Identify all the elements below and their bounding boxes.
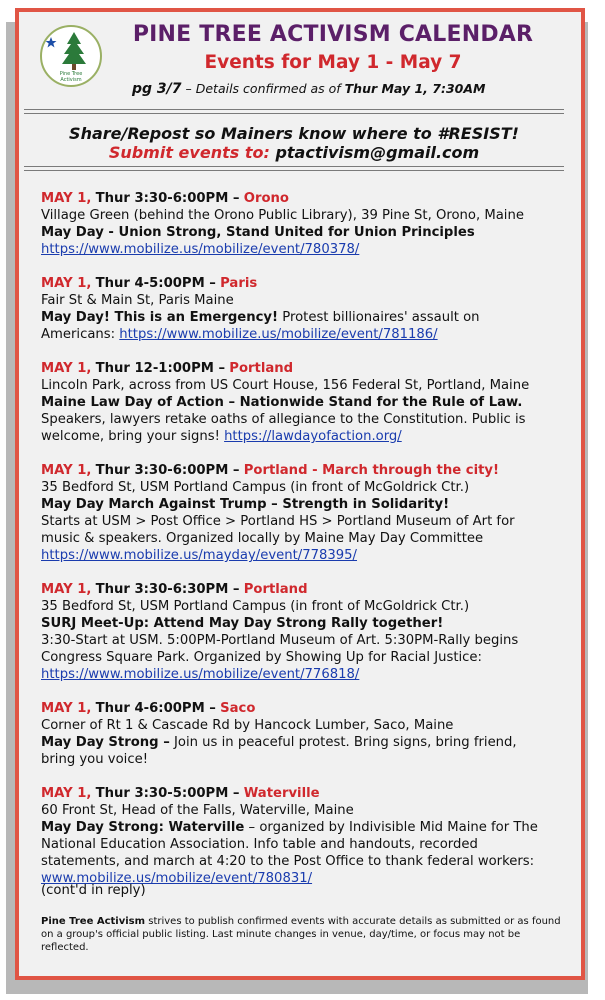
event-date: MAY 1, xyxy=(41,786,92,801)
page-title: PINE TREE ACTIVISM CALENDAR xyxy=(132,22,534,47)
event-date: MAY 1, xyxy=(41,582,92,597)
event-header xyxy=(41,360,581,377)
event-city: Waterville xyxy=(243,786,320,801)
event-time: Thur 3:30-6:00PM – xyxy=(95,191,240,206)
event-title: SURJ Meet-Up: Attend May Day Strong Rally together! xyxy=(41,616,444,631)
event-date: MAY 1, xyxy=(41,463,92,478)
event-description: Join us in peaceful protest. Bring signs, bring friend, xyxy=(174,735,517,750)
event-time: Thur 4-5:00PM – xyxy=(95,276,216,291)
event-location: Village Green (behind the Orono Public Library), 39 Pine St, Orono, Maine xyxy=(41,208,524,223)
svg-text:Activism: Activism xyxy=(60,77,82,83)
event-header xyxy=(41,462,581,479)
event-item xyxy=(41,275,581,343)
confirmed-label: Details confirmed as of xyxy=(195,81,341,96)
divider-bottom xyxy=(24,166,564,171)
event-location: 35 Bedford St, USM Portland Campus (in front of McGoldrick Ctr.) xyxy=(41,480,470,495)
event-location: 35 Bedford St, USM Portland Campus (in front of McGoldrick Ctr.) xyxy=(41,599,470,614)
event-link[interactable]: https://www.mobilize.us/mobilize/event/780378/ xyxy=(41,242,360,257)
footer-text: strives to publish confirmed events with accurate details as submitted or as found on a group's official public listing. Last minute changes in venue, day/time, or focus may not be reflected. xyxy=(41,916,561,953)
event-time: Thur 3:30-6:00PM – xyxy=(95,463,240,478)
event-location: Lincoln Park, across from US Court House, 156 Federal St, Portland, Maine xyxy=(41,378,530,393)
event-description: – organized by Indivisible Mid Maine for The xyxy=(248,820,538,835)
event-link[interactable]: https://www.mobilize.us/mobilize/event/781186/ xyxy=(119,327,438,342)
submit-line xyxy=(24,143,564,162)
event-header xyxy=(41,581,581,598)
footer-disclaimer xyxy=(41,915,571,954)
event-date: MAY 1, xyxy=(41,191,92,206)
event-header xyxy=(41,275,581,292)
event-item xyxy=(41,190,581,258)
event-date: MAY 1, xyxy=(41,276,92,291)
event-time: Thur 3:30-5:00PM – xyxy=(95,786,240,801)
event-list xyxy=(41,190,581,904)
event-time: Thur 4-6:00PM – xyxy=(95,701,216,716)
event-description: National Education Association. Info table and handouts, recorded xyxy=(41,837,478,852)
divider-top xyxy=(24,109,564,114)
event-header xyxy=(41,785,581,802)
event-title: Maine Law Day of Action – Nationwide Stand for the Rule of Law. xyxy=(41,395,523,410)
event-link[interactable]: www.mobilize.us/mobilize/event/780831/ xyxy=(41,871,313,886)
event-link[interactable]: https://www.mobilize.us/mayday/event/778395/ xyxy=(41,548,358,563)
event-header xyxy=(41,190,581,207)
event-description: Americans: xyxy=(41,327,116,342)
event-title: May Day Strong – xyxy=(41,735,170,750)
event-title: May Day! This is an Emergency! xyxy=(41,310,279,325)
event-title: May Day Strong: Waterville xyxy=(41,820,245,835)
event-description: Speakers, lawyers retake oaths of allegiance to the Constitution. Public is xyxy=(41,412,526,427)
event-date: MAY 1, xyxy=(41,361,92,376)
event-description: welcome, bring your signs! xyxy=(41,429,220,444)
event-city: Orono xyxy=(243,191,289,206)
event-city: Portland xyxy=(243,582,308,597)
event-item xyxy=(41,700,581,768)
svg-text:Pine Tree: Pine Tree xyxy=(59,71,83,77)
event-item xyxy=(41,360,581,445)
submit-label: Submit events to: xyxy=(108,143,270,162)
event-city: Portland - March through the city! xyxy=(243,463,500,478)
event-time: Thur 3:30-6:30PM – xyxy=(95,582,240,597)
event-description: music & speakers. Organized locally by Maine May Day Committee xyxy=(41,531,484,546)
submit-email[interactable]: ptactivism@gmail.com xyxy=(275,143,480,162)
event-time: Thur 12-1:00PM – xyxy=(95,361,226,376)
event-location: Fair St & Main St, Paris Maine xyxy=(41,293,234,308)
page-info-line xyxy=(132,81,486,97)
event-date: MAY 1, xyxy=(41,701,92,716)
pine-tree-logo xyxy=(40,25,102,87)
event-city: Paris xyxy=(220,276,258,291)
footer-org: Pine Tree Activism xyxy=(41,916,146,927)
event-item xyxy=(41,785,581,887)
page-number: pg 3/7 xyxy=(132,81,182,97)
event-description: bring you voice! xyxy=(41,752,148,767)
date-range-subtitle: Events for May 1 - May 7 xyxy=(204,52,462,73)
event-title: May Day March Against Trump – Strength in Solidarity! xyxy=(41,497,450,512)
event-location: 60 Front St, Head of the Falls, Waterville, Maine xyxy=(41,803,354,818)
event-link[interactable]: https://lawdayofaction.org/ xyxy=(224,429,402,444)
separator-dash: – xyxy=(185,81,192,96)
event-city: Saco xyxy=(220,701,256,716)
event-item xyxy=(41,581,581,683)
confirmed-timestamp: Thur May 1, 7:30AM xyxy=(344,81,486,96)
event-description: statements, and march at 4:20 to the Post Office to thank federal workers: xyxy=(41,854,535,869)
event-header xyxy=(41,700,581,717)
event-description: Protest billionaires' assault on xyxy=(282,310,480,325)
event-description: Congress Square Park. Organized by Showing Up for Racial Justice: xyxy=(41,650,482,665)
event-item xyxy=(41,462,581,564)
share-message: Share/Repost so Mainers know where to #RESIST! xyxy=(69,124,519,143)
event-city: Portland xyxy=(229,361,294,376)
event-description: 3:30-Start at USM. 5:00PM-Portland Museum of Art. 5:30PM-Rally begins xyxy=(41,633,519,648)
event-link[interactable]: https://www.mobilize.us/mobilize/event/776818/ xyxy=(41,667,360,682)
event-description: Starts at USM > Post Office > Portland HS > Portland Museum of Art for xyxy=(41,514,515,529)
continued-note: (cont'd in reply) xyxy=(41,883,146,898)
event-title: May Day - Union Strong, Stand United for Union Principles xyxy=(41,225,475,240)
event-location: Corner of Rt 1 & Cascade Rd by Hancock Lumber, Saco, Maine xyxy=(41,718,454,733)
